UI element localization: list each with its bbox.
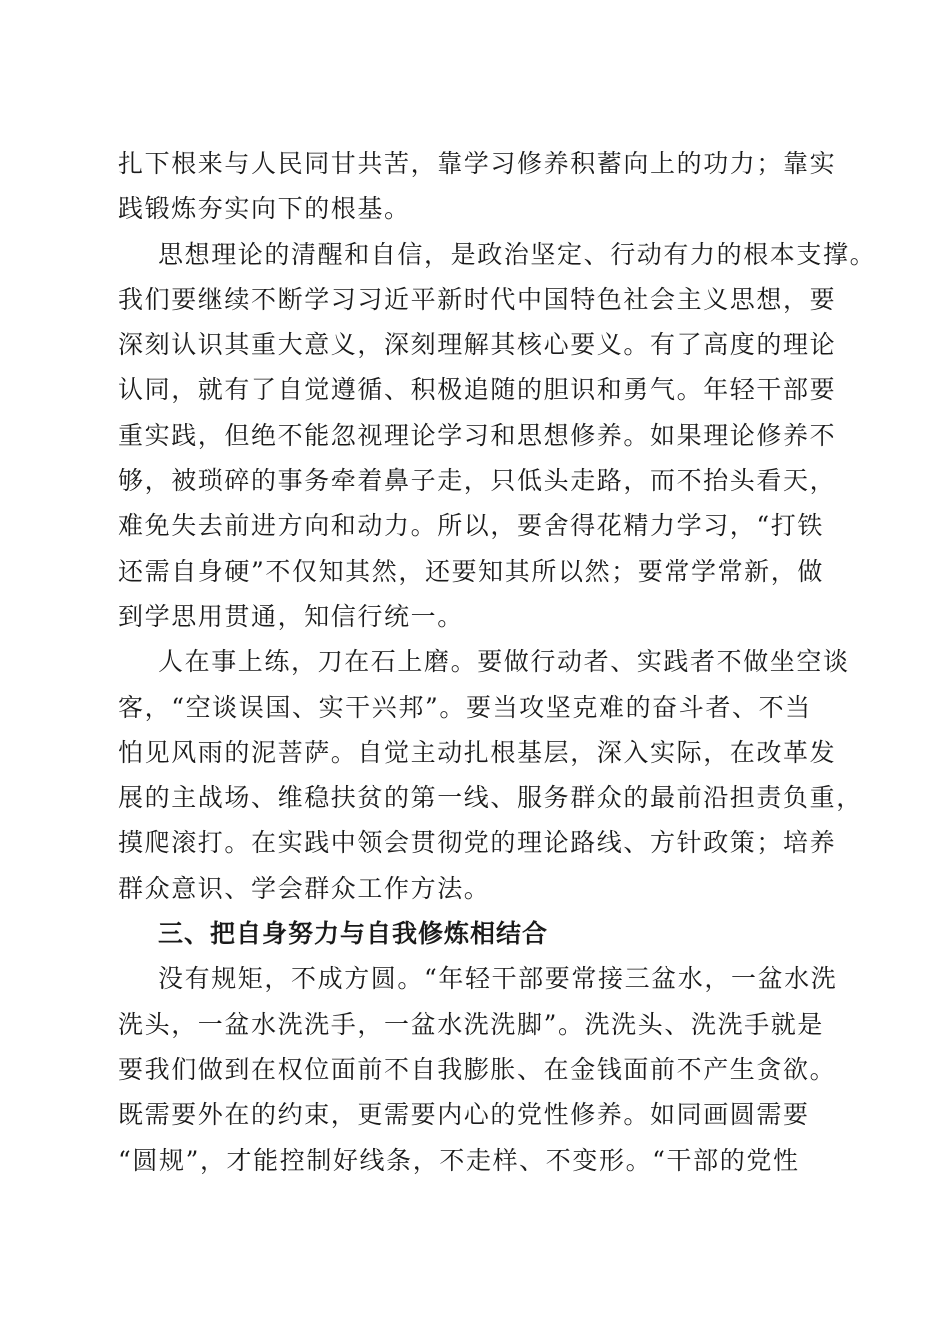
text-line: 认同，就有了自觉遵循、积极追随的胆识和勇气。年轻干部要 — [118, 375, 837, 405]
text-line: 我们要继续不断学习习近平新时代中国特色社会主义思想，要 — [118, 284, 837, 314]
paragraph-start-line: 人在事上练，刀在石上磨。要做行动者、实践者不做坐空谈 — [158, 647, 850, 677]
text-line: 摸爬滚打。在实践中领会贯彻党的理论路线、方针政策；培养 — [118, 828, 837, 858]
text-line: 还需自身硬”不仅知其然，还要知其所以然；要常学常新，做 — [118, 556, 824, 586]
text-line: “圆规”，才能控制好线条，不走样、不变形。“干部的党性 — [118, 1145, 800, 1175]
text-line: 展的主战场、维稳扶贫的第一线、服务群众的最前沿担责负重， — [118, 783, 863, 813]
text-line: 要我们做到在权位面前不自我膨胀、在金钱面前不产生贪欲。 — [118, 1054, 837, 1084]
text-line: 洗头，一盆水洗洗手，一盆水洗洗脚”。洗洗头、洗洗手就是 — [118, 1009, 824, 1039]
text-line: 深刻认识其重大意义，深刻理解其核心要义。有了高度的理论 — [118, 330, 837, 360]
text-line: 到学思用贯通，知信行统一。 — [118, 601, 464, 631]
text-line: 客，“空谈误国、实干兴邦”。要当攻坚克难的奋斗者、不当 — [118, 692, 812, 722]
paragraph-start-line: 没有规矩，不成方圆。“年轻干部要常接三盆水，一盆水洗 — [158, 964, 838, 994]
section-heading: 三、把自身努力与自我修炼相结合 — [158, 919, 549, 949]
text-line: 群众意识、学会群众工作方法。 — [118, 873, 491, 903]
text-line: 怕见风雨的泥菩萨。自觉主动扎根基层，深入实际，在改革发 — [118, 737, 837, 767]
document-body — [118, 141, 877, 1183]
text-line: 够，被琐碎的事务牵着鼻子走，只低头走路，而不抬头看天， — [118, 466, 837, 496]
paragraph-start-line: 思想理论的清醒和自信，是政治坚定、行动有力的根本支撑。 — [158, 239, 877, 269]
text-line: 难免失去前进方向和动力。所以，要舍得花精力学习，“打铁 — [118, 511, 824, 541]
text-line: 扎下根来与人民同甘共苦，靠学习修养积蓄向上的功力；靠实 — [118, 149, 837, 178]
text-line: 重实践，但绝不能忽视理论学习和思想修养。如果理论修养不 — [118, 420, 837, 450]
text-line: 践锻炼夯实向下的根基。 — [118, 194, 411, 224]
text-line: 既需要外在的约束，更需要内心的党性修养。如同画圆需要 — [118, 1100, 810, 1130]
